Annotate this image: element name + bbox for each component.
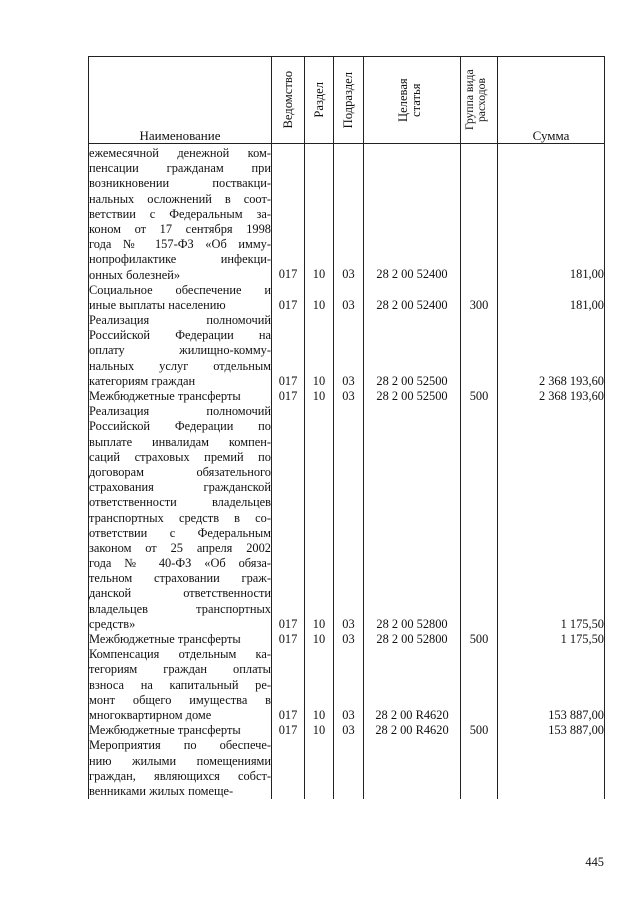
row-vedomstvo: 017 bbox=[272, 723, 305, 738]
page-number: 445 bbox=[585, 855, 604, 869]
row-name-cell bbox=[89, 313, 272, 389]
row-name-line: года № 40-ФЗ «Об обяза- bbox=[89, 556, 271, 571]
row-razdel: 10 bbox=[305, 632, 334, 647]
row-name-cell bbox=[89, 632, 272, 647]
row-name-line: ветствии с Федеральным за- bbox=[89, 206, 271, 221]
row-celevaya: 28 2 00 52400 bbox=[364, 283, 461, 313]
row-gruppa bbox=[461, 404, 498, 632]
row-name-cell bbox=[89, 723, 272, 738]
row-summa: 1 175,50 bbox=[498, 404, 605, 632]
header-name: Наименование bbox=[89, 57, 272, 144]
row-name-line: договорам обязательного bbox=[89, 464, 271, 479]
row-name-line: ежемесячной денежной ком- bbox=[89, 146, 271, 160]
header-gruppa bbox=[461, 57, 498, 144]
row-name-line: взноса на капитальный ре- bbox=[89, 677, 271, 692]
budget-table bbox=[88, 56, 605, 799]
row-name-line: ответствии с Федеральным bbox=[89, 525, 271, 540]
header-celevaya bbox=[364, 57, 461, 144]
header-podrazdel bbox=[334, 57, 364, 144]
row-podrazdel bbox=[334, 738, 364, 799]
row-podrazdel: 03 bbox=[334, 389, 364, 404]
row-gruppa bbox=[461, 313, 498, 389]
row-razdel: 10 bbox=[305, 313, 334, 389]
table-row bbox=[89, 632, 605, 647]
row-razdel: 10 bbox=[305, 389, 334, 404]
row-name-line: венниками жилых помеще- bbox=[89, 783, 234, 798]
row-razdel: 10 bbox=[305, 647, 334, 723]
table-row bbox=[89, 144, 605, 283]
row-summa: 181,00 bbox=[498, 283, 605, 313]
row-name-line: Российской Федерации по bbox=[89, 419, 271, 434]
row-name-line: Межбюджетные трансферты bbox=[89, 632, 241, 647]
row-vedomstvo: 017 bbox=[272, 404, 305, 632]
row-name-line: выплате инвалидам компен- bbox=[89, 434, 271, 449]
row-name-line: данской ответственности bbox=[89, 586, 271, 601]
row-vedomstvo: 017 bbox=[272, 389, 305, 404]
row-podrazdel: 03 bbox=[334, 632, 364, 647]
row-summa: 1 175,50 bbox=[498, 632, 605, 647]
row-gruppa: 500 bbox=[461, 723, 498, 738]
row-name-line: онных болезней» bbox=[89, 267, 181, 282]
row-name-line: Реализация полномочий bbox=[89, 313, 271, 328]
row-name-line: многоквартирном доме bbox=[89, 707, 212, 722]
row-name-line: ответственности владельцев bbox=[89, 495, 271, 510]
row-name-line: иные выплаты населению bbox=[89, 297, 226, 312]
row-podrazdel: 03 bbox=[334, 647, 364, 723]
table-row bbox=[89, 313, 605, 389]
row-name-cell bbox=[89, 389, 272, 404]
table-row bbox=[89, 404, 605, 632]
row-name-line: нальных услуг отдельным bbox=[89, 358, 271, 373]
header-vedomstvo bbox=[272, 57, 305, 144]
row-name-line: нальных осложнений в соот- bbox=[89, 191, 271, 206]
row-name-line: коном от 17 сентября 1998 bbox=[89, 221, 271, 236]
row-name-line: транспортных средств в со- bbox=[89, 510, 271, 525]
row-name-cell bbox=[89, 647, 272, 723]
row-celevaya: 28 2 00 R4620 bbox=[364, 723, 461, 738]
header-vedomstvo-text: Ведомство bbox=[280, 71, 295, 129]
row-celevaya: 28 2 00 52500 bbox=[364, 389, 461, 404]
row-celevaya: 28 2 00 R4620 bbox=[364, 647, 461, 723]
row-name-line: законом от 25 апреля 2002 bbox=[89, 540, 271, 555]
row-podrazdel: 03 bbox=[334, 723, 364, 738]
row-summa bbox=[498, 738, 605, 799]
row-gruppa: 500 bbox=[461, 389, 498, 404]
row-vedomstvo: 017 bbox=[272, 647, 305, 723]
row-podrazdel: 03 bbox=[334, 144, 364, 283]
header-celevaya-text: Целевая статья bbox=[396, 78, 423, 122]
table-row bbox=[89, 647, 605, 723]
row-summa: 2 368 193,60 bbox=[498, 389, 605, 404]
table-row bbox=[89, 723, 605, 738]
row-summa: 153 887,00 bbox=[498, 723, 605, 738]
table-body bbox=[89, 144, 605, 800]
row-vedomstvo bbox=[272, 738, 305, 799]
header-razdel bbox=[305, 57, 334, 144]
row-name-line: нию жилыми помещениями bbox=[89, 753, 271, 768]
row-celevaya bbox=[364, 738, 461, 799]
row-name-line: оплату жилищно-комму- bbox=[89, 343, 271, 358]
row-name-line: монт общего имущества в bbox=[89, 692, 271, 707]
row-vedomstvo: 017 bbox=[272, 313, 305, 389]
row-vedomstvo: 017 bbox=[272, 632, 305, 647]
row-name-line: саций страховых премий по bbox=[89, 449, 271, 464]
row-summa: 181,00 bbox=[498, 144, 605, 283]
row-podrazdel: 03 bbox=[334, 313, 364, 389]
row-razdel: 10 bbox=[305, 144, 334, 283]
row-podrazdel: 03 bbox=[334, 404, 364, 632]
header-gruppa-text: Группа вида расходов bbox=[463, 69, 488, 131]
budget-table-page bbox=[88, 56, 604, 836]
row-gruppa: 300 bbox=[461, 283, 498, 313]
row-name-cell bbox=[89, 283, 272, 313]
row-name-line: средств» bbox=[89, 616, 136, 631]
table-row bbox=[89, 738, 605, 799]
row-name-line: пенсации гражданам при bbox=[89, 161, 271, 176]
row-gruppa: 500 bbox=[461, 632, 498, 647]
row-name-cell bbox=[89, 738, 272, 799]
row-name-line: Российской Федерации на bbox=[89, 328, 271, 343]
header-summa: Сумма bbox=[498, 57, 605, 144]
table-row bbox=[89, 283, 605, 313]
row-name-line: граждан, являющихся собст- bbox=[89, 768, 271, 783]
row-razdel: 10 bbox=[305, 283, 334, 313]
row-name-line: Компенсация отдельным ка- bbox=[89, 647, 271, 662]
row-celevaya: 28 2 00 52800 bbox=[364, 632, 461, 647]
row-podrazdel: 03 bbox=[334, 283, 364, 313]
row-name-line: страхования гражданской bbox=[89, 480, 271, 495]
row-gruppa bbox=[461, 144, 498, 283]
row-razdel: 10 bbox=[305, 404, 334, 632]
row-name-line: Межбюджетные трансферты bbox=[89, 723, 241, 738]
header-podrazdel-text: Подраздел bbox=[341, 71, 355, 129]
row-celevaya: 28 2 00 52400 bbox=[364, 144, 461, 283]
row-vedomstvo: 017 bbox=[272, 144, 305, 283]
row-name-line: нопрофилактике инфекци- bbox=[89, 252, 271, 267]
row-name-line: Реализация полномочий bbox=[89, 404, 271, 419]
row-name-cell bbox=[89, 144, 272, 283]
row-razdel bbox=[305, 738, 334, 799]
row-name-line: года № 157-ФЗ «Об имму- bbox=[89, 237, 271, 252]
row-name-line: Социальное обеспечение и bbox=[89, 282, 271, 297]
row-razdel: 10 bbox=[305, 723, 334, 738]
row-gruppa bbox=[461, 738, 498, 799]
row-gruppa bbox=[461, 647, 498, 723]
row-summa: 2 368 193,60 bbox=[498, 313, 605, 389]
table-header-row bbox=[89, 57, 605, 144]
row-name-cell bbox=[89, 404, 272, 632]
row-vedomstvo: 017 bbox=[272, 283, 305, 313]
header-razdel-text: Раздел bbox=[311, 82, 326, 118]
row-celevaya: 28 2 00 52500 bbox=[364, 313, 461, 389]
table-row bbox=[89, 389, 605, 404]
row-name-line: тегориям граждан оплаты bbox=[89, 662, 271, 677]
row-name-line: возникновении поствакци- bbox=[89, 176, 271, 191]
row-name-line: Межбюджетные трансферты bbox=[89, 389, 241, 404]
row-name-line: категориям граждан bbox=[89, 373, 196, 388]
row-summa: 153 887,00 bbox=[498, 647, 605, 723]
row-celevaya: 28 2 00 52800 bbox=[364, 404, 461, 632]
row-name-line: Мероприятия по обеспече- bbox=[89, 738, 271, 753]
row-name-line: владельцев транспортных bbox=[89, 601, 271, 616]
row-name-line: тельном страховании граж- bbox=[89, 571, 271, 586]
